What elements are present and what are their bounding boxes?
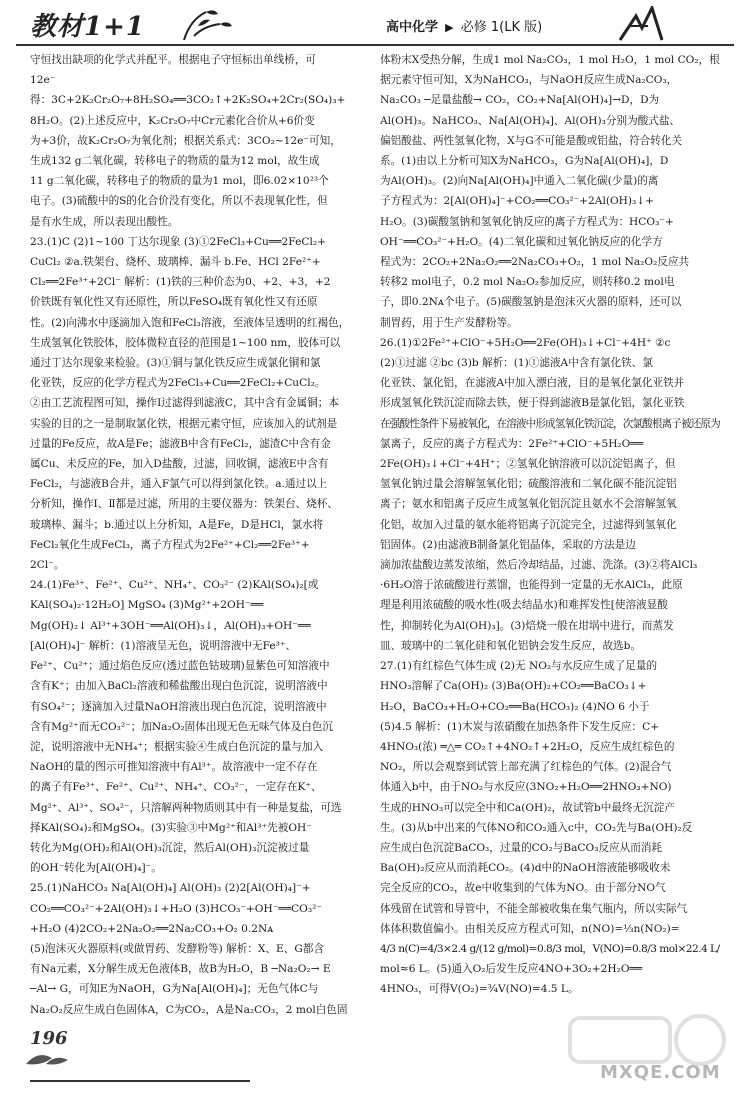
text-line: 含有Mg²⁺而无CO₃²⁻；加Na₂O₂固体出现无色无味气体及白色沉 <box>30 720 333 733</box>
text-line: 子方程式为：2[Al(OH)₄]⁻+CO₂══CO₃²⁻+2Al(OH)₃↓+ <box>380 195 655 208</box>
header-divider <box>16 44 734 46</box>
text-line: mol≈6 L。(5)通入O₂后发生反应4NO+3O₂+2H₂O══ <box>380 963 643 976</box>
text-line: 性，抑制转化为Al(OH)₃]。(3)焙烧一般在坩埚中进行，而蒸发 <box>380 619 674 632</box>
text-line: Cl₂══2Fe³⁺+2Cl⁻ 解析：(1)铁的三种价态为0、+2、+3，+2 <box>30 276 331 289</box>
text-line: [Al(OH)₄]⁻ 解析：(1)溶液呈无色，说明溶液中无Fe³⁺、 <box>30 639 297 652</box>
triangle-icon: ▶ <box>445 21 454 34</box>
text-line: 26.(1)①2Fe²⁺+ClO⁻+5H₂O══2Fe(OH)₃↓+Cl⁻+4H⁺ ②c <box>380 336 671 349</box>
text-line: 电子。(3)硫酸中的S的化合价没有变化，所以不表现氧化性，但 <box>30 195 328 208</box>
text-line: FeCl₂，与滤液B合并，通入F氯气可以得到氯化铁。a.通过以上 <box>30 478 328 491</box>
text-line: +H₂O (4)2CO₂+2Na₂O₂══2Na₂CO₃+O₂ 0.2Nᴀ <box>30 922 274 935</box>
text-line: 在强酸性条件下易被氧化，在溶液中形成氢氧化铁沉淀，次氯酸根离子被还原为 <box>380 417 720 430</box>
text-line: 4/3 n(C)=4/3×2.4 g/(12 g/mol)=0.8/3 mol，V(NO)=0.8/3 mol×22.4 L/ <box>380 942 720 955</box>
text-line: 体粉末X受热分解，生成1 mol Na₂CO₃，1 mol H₂O，1 mol CO₂，根 <box>380 54 720 66</box>
text-line: 属Cu、未反应的Fe，加入D盐酸，过滤，回收铜，滤液E中含有 <box>30 458 329 471</box>
text-line: 得：3C+2K₂Cr₂O₇+8H₂SO₄══3CO₂↑+2K₂SO₄+2Cr₂(SO₄)₃+ <box>30 94 346 107</box>
text-line: 是有水生成，所以表现出酸性。 <box>30 215 179 228</box>
text-line: 据元素守恒可知，X为NaHCO₃，与NaOH反应生成Na₂CO₃， <box>380 74 678 87</box>
text-line: 系。(1)由以上分析可知X为NaHCO₃，G为Na[Al(OH)₄]，D <box>380 155 669 168</box>
text-line: 的离子有Fe³⁺、Fe²⁺、Cu²⁺、NH₄⁺、CO₃²⁻，一定存在K⁺、 <box>30 781 322 794</box>
text-line: 有Na元素，X分解生成无色液体B，故B为H₂O，B ─Na₂O₂→ E <box>30 963 331 976</box>
text-line: 价铁既有氧化性又有还原性，所以FeSO₄既有氧化性又有还原 <box>30 296 318 309</box>
text-line: Mg²⁺、Al³⁺、SO₄²⁻，只溶解两种物质则其中有一种是复盐，可选 <box>30 801 342 814</box>
subject-label: 高中化学 <box>386 20 439 35</box>
text-line: 4HNO₃，可得V(O₂)=¾V(NO)=4.5 L。 <box>380 983 579 996</box>
text-line: (5)4.5 解析：(1)木炭与浓硝酸在加热条件下发生反应：C+ <box>380 720 660 733</box>
text-line: 玻璃棒、漏斗；b.通过以上分析知，A是Fe，D是HCl，氯水将 <box>30 518 324 531</box>
text-line: 体残留在试管和导管中，不能全部被收集在集气瓶内，所以实际气 <box>380 902 688 915</box>
text-line: 制胃药，用于生产发酵粉等。 <box>380 316 518 329</box>
text-line: 含有K⁺；由加入BaCl₂溶液和稀盐酸出现白色沉淀，说明溶液中 <box>30 680 328 693</box>
text-line: 生成132 g二氧化碳，转移电子的物质的量为12 mol，故生成 <box>30 155 320 168</box>
text-line: 分析知，操作Ⅰ、Ⅱ都是过滤，所用的主要仪器为：铁架台、烧杯、 <box>30 498 339 511</box>
text-line: Al(OH)₃。NaHCO₃、Na[Al(OH)₄]、Al(OH)₃分别为酸式盐、 <box>380 114 681 127</box>
text-line: 27.(1)有红棕色气体生成 (2)无 NO₂与水反应生成了足量的 <box>380 660 658 673</box>
text-line: 化亚铁、氯化铝，在滤液A中加入漂白液，目的是氧化氯化亚铁并 <box>380 377 685 390</box>
page-number: 196 <box>30 1028 68 1049</box>
text-line: FeCl₂氧化生成FeCl₃，离子方程式为2Fe²⁺+Cl₂══2Fe³⁺+ <box>30 538 310 551</box>
text-line: NO₂，所以会观察到试管上部充满了红棕色的气体。(2)混合气 <box>380 761 672 774</box>
text-line: 铝固体。(2)由滤液B制备氯化铝晶体，采取的方法是边 <box>380 538 636 551</box>
text-line: Mg(OH)₂↓ Al³⁺+3OH⁻══Al(OH)₃↓，Al(OH)₃+OH⁻══ <box>30 619 311 632</box>
text-line: OH⁻══CO₃²⁻+H₂O。(4)二氧化碳和过氧化钠反应的化学方 <box>380 235 663 248</box>
text-line: 4HNO₃(浓) ═△═ CO₂↑+4NO₂↑+2H₂O，反应生成红棕色的 <box>380 740 675 753</box>
book-logo: 教材1+1 <box>30 12 145 42</box>
text-line: 性。(2)向沸水中逐滴加入饱和FeCl₃溶液，至液体呈透明的红褐色， <box>30 316 350 329</box>
text-line: Na₂O₂反应生成白色固体A，C为CO₂，A是Na₂CO₃，2 mol白色固 <box>30 1003 348 1016</box>
text-line: 完全反应的CO₂，故e中收集到的气体为NO。由于部分NO气 <box>380 882 666 895</box>
text-line: 转化为Mg(OH)₂和Al(OH)₃沉淀，然后Al(OH)₃沉淀被过量 <box>30 841 310 854</box>
text-line: 生成的HNO₃可以完全中和Ca(OH)₂，故试管b中最终无沉淀产 <box>380 801 675 814</box>
page-header <box>16 6 734 44</box>
header-title <box>386 16 542 35</box>
text-line: HNO₃溶解了Ca(OH)₂ (3)Ba(OH)₂+CO₂══BaCO₃↓+ <box>380 680 647 693</box>
text-line: 的OH⁻转化为[Al(OH)₄]⁻。 <box>30 862 162 875</box>
text-line: 2Cl⁻。 <box>30 559 65 572</box>
text-line: 生。(3)从b中出来的气体NO和CO₂通入c中，CO₂先与Ba(OH)₂反 <box>380 821 693 834</box>
text-line: 8H₂O。(2)上述反应中，K₂Cr₂O₇中Cr元素化合价从+6价变 <box>30 114 315 127</box>
left-column <box>30 50 366 1020</box>
text-line: 为+3价，故K₂Cr₂O₇为氧化剂；根据关系式：3CO₂~12e⁻可知， <box>30 134 341 147</box>
text-line: 择KAl(SO₄)₂和MgSO₄。(3)实验③中Mg²⁺和Al³⁺先被OH⁻ <box>30 821 312 834</box>
text-line: (2)①过滤 ②bc (3)b 解析：(1)①滤液A中含有氯化铁、氯 <box>380 357 653 370</box>
watermark-text: MXQE.COM <box>600 1062 721 1083</box>
text-line: 滴加浓盐酸边蒸发浓缩，然后冷却结晶，过滤、洗涤。(3)②将AlCl₃ <box>380 559 698 572</box>
book-label: 必修 1(LK 版) <box>460 20 543 35</box>
text-line: ②由工艺流程图可知，操作Ⅰ过滤得到滤液C，其中含有金属铜；本 <box>30 397 339 410</box>
text-line: 12e⁻ <box>30 74 56 87</box>
text-line: 生成氢氧化铁胶体，胶体微粒直径的范围是1~100 nm，胶体可以 <box>30 336 341 349</box>
plant-icon <box>176 6 246 42</box>
text-line: 偏铝酸盐、两性氢氧化物，X与G不可能是酸或铝盐，符合转化关 <box>380 134 683 147</box>
text-line: (5)泡沫灭火器原料(或做胃药、发酵粉等) 解析：X、E、G都含 <box>30 942 325 955</box>
text-line: 氢氧化钠过量会溶解氢氧化铝；硫酸溶液和二氧化碳不能沉淀铝 <box>380 478 677 491</box>
text-line: 程式为：2CO₂+2Na₂O₂══2Na₂CO₃+O₂，1 mol Na₂O₂反应共 <box>380 256 690 269</box>
leaf-icon <box>22 1048 72 1068</box>
decoration-icon <box>618 6 664 42</box>
text-line: NaOH的量的图示可推知溶液中有Al³⁺。故溶液中一定不存在 <box>30 761 318 774</box>
text-line: KAl(SO₄)₂·12H₂O] MgSO₄ (3)Mg²⁺+2OH⁻══ <box>30 599 264 612</box>
text-line: 子，即0.2Nᴀ个电子。(5)碳酸氢钠是泡沫灭火器的原料，还可以 <box>380 296 682 309</box>
text-line: 皿、玻璃中的二氧化硅和氧化铝钠会发生反应，故选b。 <box>380 639 642 652</box>
text-line: 转移2 mol电子，0.2 mol Na₂O₂参加反应，则转移0.2 mol电 <box>380 276 675 289</box>
text-line: ·6H₂O溶于浓硫酸进行蒸馏，也能得到一定量的无水AlCl₃，此原 <box>380 579 683 592</box>
text-line: 23.(1)C (2)1~100 丁达尔现象 (3)①2FeCl₃+Cu══2FeCl₂+ <box>30 235 326 248</box>
footer-divider <box>30 1080 250 1082</box>
text-line: 2Fe(OH)₃↓+Cl⁻+4H⁺；②氢氧化钠溶液可以沉淀铝离子，但 <box>380 458 676 471</box>
text-line: 过量的Fe反应，故A是Fe；滤液B中含有FeCl₂，滤渣C中含有金 <box>30 437 331 450</box>
text-line: 化亚铁，反应的化学方程式为2FeCl₃+Cu══2FeCl₂+CuCl₂。 <box>30 377 326 390</box>
text-line: ─Al→ G，可知E为NaOH，G为Na[Al(OH)₄]；无色气体C与 <box>30 983 319 996</box>
text-line: 离子；氨水和铝离子反应生成氢氧化铝沉淀且氨水不会溶解氢氧 <box>380 498 677 511</box>
right-column <box>380 50 720 1000</box>
text-line: 24.(1)Fe³⁺、Fe²⁺、Cu²⁺、NH₄⁺、CO₃²⁻ (2)KAl(SO₄)₂[或 <box>30 579 319 592</box>
text-line: Ba(OH)₂反应从而消耗CO₂。(4)d中的NaOH溶液能够吸收未 <box>380 862 671 875</box>
text-line: CO₂══CO₃²⁻+2Al(OH)₃↓+H₂O (3)HCO₃⁻+OH⁻══CO₃²⁻ <box>30 902 322 915</box>
text-line: 理是利用浓硫酸的吸水性(吸去结晶水)和难挥发性[使溶液显酸 <box>380 599 668 612</box>
text-line: Na₂CO₃ ─足量盐酸→ CO₂，CO₂+Na[Al(OH)₄]→D，D为 <box>380 94 660 107</box>
text-line: 通过丁达尔现象来检验。(3)①铜与氯化铁反应生成氯化铜和氯 <box>30 357 321 370</box>
text-line: 应生成白色沉淀BaCO₃，过量的CO₂与BaCO₃反应从而消耗 <box>380 841 663 854</box>
text-line: Fe²⁺、Cu²⁺；通过焰色反应(透过蓝色钴玻璃)显紫色可知溶液中 <box>30 660 330 673</box>
text-line: 体通入b中，由于NO₂与水反应(3NO₂+H₂O══2HNO₃+NO) <box>380 781 672 794</box>
text-line: CuCl₂ ②a.铁架台、烧杯、玻璃棒、漏斗 b.Fe、HCl 2Fe²⁺+ <box>30 256 321 269</box>
text-line: H₂O。(3)碳酸氢钠和氢氧化钠反应的离子方程式为：HCO₃⁻+ <box>380 215 674 228</box>
text-line: 形成氢氧化铁沉淀而除去铁，便于得到滤液B是氯化铝，氯化亚铁 <box>380 397 685 410</box>
text-line: 25.(1)NaHCO₃ Na[Al(OH)₄] Al(OH)₃ (2)2[Al(OH)₄]⁻+ <box>30 882 311 895</box>
text-line: 守恒找出缺项的化学式并配平。根据电子守恒标出单线桥，可 <box>30 54 317 66</box>
text-line: 氯离子，反应的离子方程式为：2Fe²⁺+ClO⁻+5H₂O══ <box>380 437 644 450</box>
text-line: 化铝，故加入过量的氨水能将铝离子沉淀完全，过滤得到氢氧化 <box>380 518 677 531</box>
text-line: 11 g二氧化碳，转移电子的物质的量为1 mol，即6.02×10²³个 <box>30 175 329 188</box>
text-line: 为Al(OH)₃。(2)向Na[Al(OH)₄]中通入二氧化碳(少量)的离 <box>380 175 659 188</box>
text-line: 体体积数值偏小。由相关反应方程式可知，n(NO)=⅓n(NO₂)= <box>380 922 680 935</box>
text-line: H₂O，BaCO₃+H₂O+CO₂══Ba(HCO₃)₂ (4)NO 6 小于 <box>380 700 650 713</box>
text-line: 淀，说明溶液中无NH₄⁺；根据实验④生成白色沉淀的量与加入 <box>30 740 324 753</box>
text-line: 实验的目的之一是制取氯化铁，根据元素守恒，应该加入的试剂是 <box>30 417 338 430</box>
text-line: 有SO₄²⁻；逐滴加入过量NaOH溶液出现白色沉淀，说明溶液中 <box>30 700 327 713</box>
